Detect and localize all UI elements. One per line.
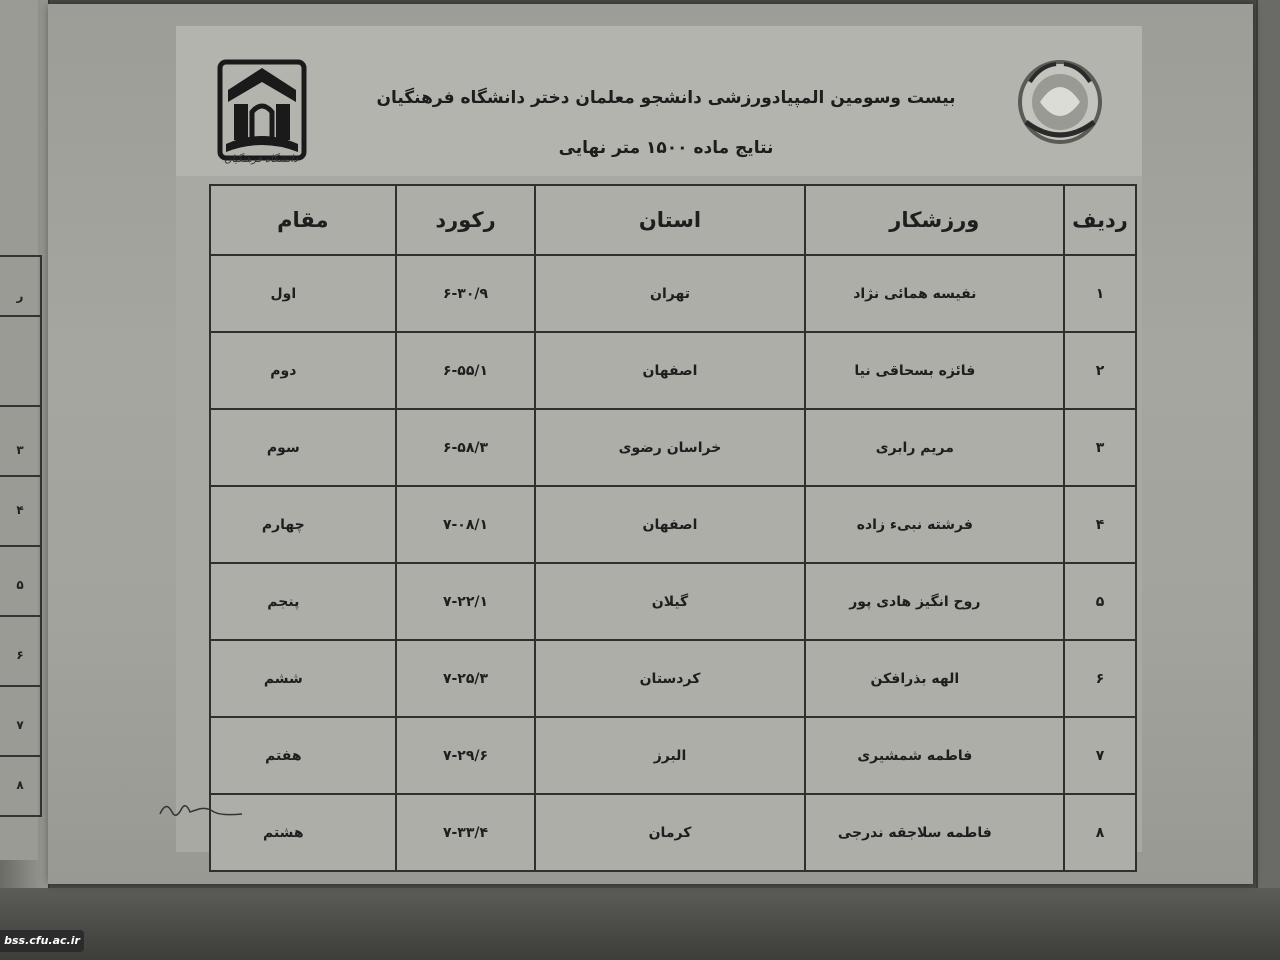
- left-partial-table: [0, 255, 42, 817]
- row-number: ۲: [1064, 332, 1136, 409]
- place: پنجم: [210, 563, 396, 640]
- place: چهارم: [210, 486, 396, 563]
- province: تهران: [535, 255, 804, 332]
- athlete-name: فائزه بسحاقی نیا: [805, 332, 1064, 409]
- place: اول: [210, 255, 396, 332]
- athlete-name: فرشته نبیء زاده: [805, 486, 1064, 563]
- left-cell-empty: [0, 315, 40, 407]
- page-subtitle: نتایج ماده ۱۵۰۰ متر نهایی: [558, 138, 774, 158]
- header-athlete: ورزشکار: [805, 185, 1064, 255]
- province: کرمان: [535, 794, 804, 871]
- province: اصفهان: [535, 486, 804, 563]
- province: کردستان: [535, 640, 804, 717]
- table-row: [210, 486, 1136, 563]
- table-row: [210, 640, 1136, 717]
- results-document: [48, 4, 1253, 884]
- place: سوم: [210, 409, 396, 486]
- row-number: ۴: [1064, 486, 1136, 563]
- record: ۶-۵۸/۳: [396, 409, 536, 486]
- results-table: [209, 184, 1137, 872]
- table-row: [210, 409, 1136, 486]
- athlete-name: مریم رابری: [805, 409, 1064, 486]
- province: البرز: [535, 717, 804, 794]
- olympiad-emblem-icon: [1010, 52, 1110, 152]
- table-row: [210, 563, 1136, 640]
- header-row-number: ردیف: [1064, 185, 1136, 255]
- table-row: [210, 794, 1136, 871]
- header-band: [176, 26, 1142, 176]
- place: ششم: [210, 640, 396, 717]
- left-cell: ۵: [0, 545, 40, 617]
- row-number: ۳: [1064, 409, 1136, 486]
- left-cell: ۶: [0, 615, 40, 687]
- athlete-name: فاطمه سلاجقه ندرجی: [805, 794, 1064, 871]
- page-title: بیست وسومین المپیادورزشی دانشجو معلمان دختر دانشگاه فرهنگیان: [376, 88, 956, 108]
- place: هفتم: [210, 717, 396, 794]
- record: ۶-۵۵/۱: [396, 332, 536, 409]
- left-cell: ۸: [0, 755, 40, 817]
- province: گیلان: [535, 563, 804, 640]
- record: ۷-۰۸/۱: [396, 486, 536, 563]
- left-cell: ۳: [0, 405, 40, 477]
- row-number: ۶: [1064, 640, 1136, 717]
- table-row: [210, 717, 1136, 794]
- bottom-surface: [0, 888, 1280, 960]
- record: ۷-۲۵/۳: [396, 640, 536, 717]
- row-number: ۷: [1064, 717, 1136, 794]
- province: اصفهان: [535, 332, 804, 409]
- record: ۷-۲۲/۱: [396, 563, 536, 640]
- site-watermark: bss.cfu.ac.ir: [0, 930, 84, 952]
- logo-caption: دانشگاه فرهنگیان: [224, 154, 298, 165]
- record: ۶-۳۰/۹: [396, 255, 536, 332]
- left-cell: ر: [0, 277, 40, 317]
- athlete-name: نفیسه همائی نژاد: [805, 255, 1064, 332]
- table-row: [210, 255, 1136, 332]
- results-form: [176, 26, 1142, 852]
- table-row: [210, 332, 1136, 409]
- athlete-name: فاطمه شمشیری: [805, 717, 1064, 794]
- header-record: رکورد: [396, 185, 536, 255]
- row-number: ۵: [1064, 563, 1136, 640]
- row-number: ۸: [1064, 794, 1136, 871]
- header-place: مقام: [210, 185, 396, 255]
- row-number: ۱: [1064, 255, 1136, 332]
- header-province: استان: [535, 185, 804, 255]
- athlete-name: روح انگیز هادی پور: [805, 563, 1064, 640]
- handwritten-signature: [156, 794, 246, 824]
- right-paper-edge: [1256, 0, 1280, 900]
- record: ۷-۲۹/۶: [396, 717, 536, 794]
- table-header-row: [210, 185, 1136, 255]
- left-cell: ۴: [0, 475, 40, 547]
- place: هشتم: [210, 794, 396, 871]
- record: ۷-۳۳/۴: [396, 794, 536, 871]
- athlete-name: الهه بذرافکن: [805, 640, 1064, 717]
- left-paper-edge: [0, 0, 50, 890]
- place: دوم: [210, 332, 396, 409]
- province: خراسان رضوی: [535, 409, 804, 486]
- left-cell: ۷: [0, 685, 40, 757]
